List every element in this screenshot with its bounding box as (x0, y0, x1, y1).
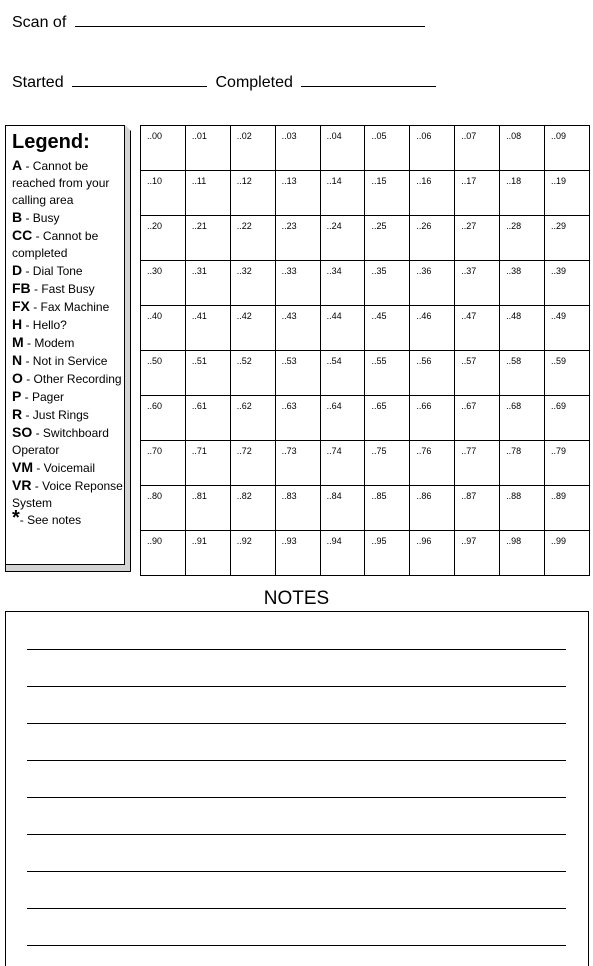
grid-cell-label: ..32 (236, 266, 252, 276)
grid-cell[interactable] (365, 531, 410, 576)
legend-item (12, 406, 124, 424)
grid-cell[interactable] (320, 306, 365, 351)
grid-cell[interactable] (545, 396, 590, 441)
legend-item (12, 424, 124, 459)
grid-cell[interactable] (230, 216, 275, 261)
legend-code: R (12, 406, 23, 422)
grid-cell[interactable] (230, 261, 275, 306)
note-line[interactable] (27, 834, 566, 835)
grid-cell-label: ..17 (461, 176, 477, 186)
legend-desc: - Voice Reponse System (12, 479, 123, 510)
grid-cell-label: ..95 (371, 536, 387, 546)
grid-cell-label: ..81 (191, 491, 207, 501)
grid-row (141, 261, 590, 306)
grid-cell-label: ..23 (281, 221, 297, 231)
grid-cell-label: ..89 (551, 491, 567, 501)
grid-cell-label: ..00 (147, 131, 163, 141)
grid-cell-label: ..12 (236, 176, 252, 186)
legend-code: VR (12, 477, 32, 493)
completed-field[interactable] (301, 72, 436, 87)
grid-cell[interactable] (500, 531, 545, 576)
legend-item (12, 352, 124, 370)
grid-cell-label: ..78 (506, 446, 522, 456)
grid-cell[interactable] (455, 441, 500, 486)
legend-desc: - Modem (23, 336, 75, 350)
grid-cell[interactable] (230, 351, 275, 396)
grid-cell-label: ..85 (371, 491, 387, 501)
grid-cell-label: ..34 (326, 266, 342, 276)
grid-cell[interactable] (500, 486, 545, 531)
grid-cell[interactable] (545, 531, 590, 576)
grid-cell-label: ..53 (281, 356, 297, 366)
grid-cell-label: ..24 (326, 221, 342, 231)
legend-code: FB (12, 280, 31, 296)
grid-cell-label: ..68 (506, 401, 522, 411)
grid-cell-label: ..72 (236, 446, 252, 456)
grid-row (141, 216, 590, 261)
legend-item (12, 334, 124, 352)
legend-shadow (5, 565, 131, 572)
grid-cell-label: ..13 (281, 176, 297, 186)
grid-cell[interactable] (455, 531, 500, 576)
grid-cell-label: ..03 (281, 131, 297, 141)
legend-code: O (12, 370, 23, 386)
legend-code: A (12, 157, 23, 173)
grid-cell[interactable] (230, 531, 275, 576)
grid-cell[interactable] (275, 306, 320, 351)
legend-desc: - Busy (22, 211, 60, 225)
grid-cell-label: ..83 (281, 491, 297, 501)
grid-cell[interactable] (185, 486, 230, 531)
grid-cell-label: ..99 (551, 536, 567, 546)
grid-cell-label: ..65 (371, 401, 387, 411)
grid-cell-label: ..55 (371, 356, 387, 366)
legend-desc: - Dial Tone (22, 264, 83, 278)
grid-cell[interactable] (185, 171, 230, 216)
grid-cell[interactable] (320, 441, 365, 486)
legend-code: CC (12, 227, 33, 243)
grid-cell[interactable] (365, 216, 410, 261)
grid-cell-label: ..67 (461, 401, 477, 411)
scan-of-row (12, 12, 425, 32)
grid-cell-label: ..60 (147, 401, 163, 411)
grid-cell-label: ..88 (506, 491, 522, 501)
grid-cell[interactable] (365, 171, 410, 216)
legend-desc: - Pager (21, 390, 65, 404)
grid-row (141, 306, 590, 351)
grid-cell-label: ..44 (326, 311, 342, 321)
grid-cell[interactable] (545, 441, 590, 486)
grid-cell[interactable] (365, 306, 410, 351)
grid-cell[interactable] (365, 396, 410, 441)
grid-cell[interactable] (500, 261, 545, 306)
grid-cell-label: ..66 (416, 401, 432, 411)
grid-cell-label: ..16 (416, 176, 432, 186)
grid-cell[interactable] (275, 396, 320, 441)
grid-cell[interactable] (275, 171, 320, 216)
grid-cell[interactable] (185, 441, 230, 486)
grid-cell-label: ..74 (326, 446, 342, 456)
grid-cell[interactable] (455, 306, 500, 351)
grid-cell-label: ..25 (371, 221, 387, 231)
grid-cell[interactable] (141, 531, 186, 576)
grid-cell-label: ..05 (371, 131, 387, 141)
grid-cell[interactable] (410, 531, 455, 576)
grid-row (141, 171, 590, 216)
grid-cell-label: ..28 (506, 221, 522, 231)
grid-cell-label: ..75 (371, 446, 387, 456)
grid-cell[interactable] (545, 486, 590, 531)
grid-cell-label: ..47 (461, 311, 477, 321)
grid-cell[interactable] (275, 531, 320, 576)
scan-of-label: Scan of (12, 14, 67, 31)
note-line[interactable] (27, 797, 566, 798)
legend-code: M (12, 334, 24, 350)
grid-cell-label: ..59 (551, 356, 567, 366)
legend-desc: - Cannot be completed (12, 229, 99, 260)
legend-item (12, 388, 124, 406)
legend-desc: - Other Recording (22, 372, 122, 386)
grid-cell-label: ..50 (147, 356, 163, 366)
grid-cell[interactable] (365, 441, 410, 486)
note-line[interactable] (27, 649, 566, 650)
grid-cell-label: ..71 (191, 446, 207, 456)
grid-cell-label: ..57 (461, 356, 477, 366)
grid-cell[interactable] (500, 171, 545, 216)
grid-cell[interactable] (230, 306, 275, 351)
grid-cell-label: ..41 (191, 311, 207, 321)
legend-code: SO (12, 424, 33, 440)
grid-cell-label: ..04 (326, 131, 342, 141)
grid-cell[interactable] (141, 396, 186, 441)
number-grid (140, 125, 590, 576)
grid-cell[interactable] (500, 441, 545, 486)
legend-desc: - Just Rings (22, 408, 89, 422)
grid-cell[interactable] (320, 171, 365, 216)
grid-row (141, 441, 590, 486)
grid-cell-label: ..21 (191, 221, 207, 231)
legend-item (12, 298, 124, 316)
grid-cell[interactable] (320, 351, 365, 396)
grid-cell-label: ..33 (281, 266, 297, 276)
legend-title: Legend: (12, 131, 90, 153)
grid-row (141, 486, 590, 531)
grid-cell[interactable] (410, 171, 455, 216)
grid-cell[interactable] (500, 351, 545, 396)
grid-cell-label: ..80 (147, 491, 163, 501)
grid-cell-label: ..39 (551, 266, 567, 276)
grid-cell[interactable] (410, 216, 455, 261)
grid-cell-label: ..43 (281, 311, 297, 321)
legend-code: N (12, 352, 23, 368)
grid-cell-label: ..61 (191, 401, 207, 411)
grid-cell[interactable] (185, 396, 230, 441)
grid-cell[interactable] (410, 351, 455, 396)
grid-row (141, 531, 590, 576)
legend-desc: - Not in Service (22, 354, 108, 368)
legend-code: VM (12, 459, 33, 475)
grid-cell[interactable] (230, 126, 275, 171)
grid-cell-label: ..36 (416, 266, 432, 276)
grid-cell[interactable] (545, 261, 590, 306)
grid-cell-label: ..22 (236, 221, 252, 231)
grid-cell[interactable] (185, 351, 230, 396)
grid-cell-label: ..84 (326, 491, 342, 501)
legend-item (12, 262, 124, 280)
note-line[interactable] (27, 871, 566, 872)
grid-cell-label: ..98 (506, 536, 522, 546)
grid-cell-label: ..91 (191, 536, 207, 546)
grid-cell-label: ..09 (551, 131, 567, 141)
grid-cell-label: ..31 (191, 266, 207, 276)
note-line[interactable] (27, 760, 566, 761)
grid-cell[interactable] (545, 351, 590, 396)
grid-cell-label: ..73 (281, 446, 297, 456)
grid-cell-label: ..76 (416, 446, 432, 456)
grid-cell[interactable] (275, 216, 320, 261)
grid-cell[interactable] (410, 486, 455, 531)
grid-cell[interactable] (500, 396, 545, 441)
grid-cell[interactable] (500, 216, 545, 261)
grid-cell[interactable] (545, 126, 590, 171)
legend-code: H (12, 316, 23, 332)
grid-cell-label: ..49 (551, 311, 567, 321)
grid-row (141, 351, 590, 396)
grid-cell[interactable] (141, 126, 186, 171)
legend-item (12, 507, 124, 529)
grid-cell[interactable] (545, 171, 590, 216)
legend-code: P (12, 388, 22, 404)
grid-cell-label: ..96 (416, 536, 432, 546)
grid-cell-label: ..77 (461, 446, 477, 456)
grid-cell[interactable] (410, 306, 455, 351)
legend-shadow-side (125, 125, 131, 572)
grid-cell-label: ..64 (326, 401, 342, 411)
grid-cell-label: ..01 (191, 131, 207, 141)
legend-code: FX (12, 298, 30, 314)
legend-desc: - Cannot be reached from your calling area (12, 159, 110, 207)
legend-desc: - Fast Busy (30, 282, 95, 296)
grid-cell[interactable] (320, 216, 365, 261)
legend-box (5, 125, 125, 565)
legend-item (12, 227, 124, 262)
legend-item (12, 477, 124, 512)
grid-cell[interactable] (320, 396, 365, 441)
grid-cell-label: ..27 (461, 221, 477, 231)
completed-label: Completed (215, 74, 293, 91)
grid-cell[interactable] (545, 306, 590, 351)
grid-cell[interactable] (455, 216, 500, 261)
notes-box[interactable] (5, 611, 589, 966)
legend-desc: - See notes (19, 513, 82, 527)
grid-cell-label: ..86 (416, 491, 432, 501)
grid-cell[interactable] (141, 351, 186, 396)
grid-cell[interactable] (275, 351, 320, 396)
grid-cell-label: ..29 (551, 221, 567, 231)
grid-cell-label: ..37 (461, 266, 477, 276)
grid-cell-label: ..42 (236, 311, 252, 321)
grid-cell-label: ..51 (191, 356, 207, 366)
legend-code: D (12, 262, 23, 278)
grid-cell[interactable] (141, 261, 186, 306)
grid-cell[interactable] (185, 216, 230, 261)
grid-row (141, 126, 590, 171)
grid-cell-label: ..08 (506, 131, 522, 141)
grid-cell-label: ..79 (551, 446, 567, 456)
legend-item (12, 459, 124, 477)
grid-cell[interactable] (141, 306, 186, 351)
note-line[interactable] (27, 686, 566, 687)
note-line[interactable] (27, 908, 566, 909)
grid-cell[interactable] (275, 261, 320, 306)
grid-cell-label: ..94 (326, 536, 342, 546)
grid-cell[interactable] (500, 126, 545, 171)
grid-cell[interactable] (365, 486, 410, 531)
grid-cell[interactable] (410, 441, 455, 486)
grid-cell-label: ..56 (416, 356, 432, 366)
grid-cell[interactable] (455, 486, 500, 531)
grid-cell[interactable] (230, 486, 275, 531)
grid-cell[interactable] (365, 261, 410, 306)
grid-cell-label: ..48 (506, 311, 522, 321)
note-line[interactable] (27, 723, 566, 724)
grid-cell[interactable] (230, 171, 275, 216)
legend-item (12, 316, 124, 334)
note-line[interactable] (27, 945, 566, 946)
legend-desc: - Hello? (22, 318, 67, 332)
grid-cell[interactable] (275, 441, 320, 486)
grid-cell[interactable] (185, 531, 230, 576)
started-label: Started (12, 74, 64, 91)
grid-cell-label: ..38 (506, 266, 522, 276)
grid-cell[interactable] (320, 531, 365, 576)
grid-cell[interactable] (455, 351, 500, 396)
grid-cell[interactable] (230, 441, 275, 486)
legend-item (12, 370, 124, 388)
grid-cell[interactable] (410, 126, 455, 171)
scan-of-field[interactable] (75, 12, 425, 27)
grid-cell[interactable] (365, 351, 410, 396)
grid-cell-label: ..10 (147, 176, 163, 186)
time-row (12, 72, 436, 92)
grid-cell[interactable] (275, 486, 320, 531)
grid-cell[interactable] (230, 396, 275, 441)
legend-item (12, 209, 124, 227)
grid-cell-label: ..35 (371, 266, 387, 276)
grid-cell-label: ..97 (461, 536, 477, 546)
grid-cell[interactable] (455, 171, 500, 216)
grid-cell-label: ..15 (371, 176, 387, 186)
grid-cell-label: ..14 (326, 176, 342, 186)
notes-title: NOTES (263, 588, 330, 609)
grid-cell[interactable] (141, 486, 186, 531)
grid-cell[interactable] (365, 126, 410, 171)
legend-desc: - Fax Machine (29, 300, 110, 314)
grid-cell-label: ..40 (147, 311, 163, 321)
grid-cell-label: ..19 (551, 176, 567, 186)
grid-cell[interactable] (185, 261, 230, 306)
grid-cell-label: ..07 (461, 131, 477, 141)
grid-cell[interactable] (320, 261, 365, 306)
legend-item (12, 157, 124, 209)
grid-cell-label: ..58 (506, 356, 522, 366)
grid-cell-label: ..06 (416, 131, 432, 141)
grid-cell[interactable] (275, 126, 320, 171)
grid-cell-label: ..02 (236, 131, 252, 141)
grid-cell[interactable] (320, 486, 365, 531)
legend-desc: - Voicemail (33, 461, 96, 475)
grid-row (141, 396, 590, 441)
legend-code: B (12, 209, 23, 225)
grid-cell-label: ..92 (236, 536, 252, 546)
grid-cell-label: ..54 (326, 356, 342, 366)
grid-cell[interactable] (410, 261, 455, 306)
grid-cell[interactable] (141, 171, 186, 216)
grid-cell-label: ..20 (147, 221, 163, 231)
grid-cell-label: ..82 (236, 491, 252, 501)
grid-cell-label: ..62 (236, 401, 252, 411)
grid-cell-label: ..93 (281, 536, 297, 546)
grid-cell[interactable] (320, 126, 365, 171)
grid-cell-label: ..46 (416, 311, 432, 321)
grid-cell[interactable] (545, 216, 590, 261)
grid-cell[interactable] (185, 126, 230, 171)
started-field[interactable] (72, 72, 207, 87)
grid-cell-label: ..11 (191, 176, 207, 186)
grid-cell[interactable] (455, 126, 500, 171)
grid-cell[interactable] (455, 261, 500, 306)
grid-cell-label: ..45 (371, 311, 387, 321)
grid-cell-label: ..52 (236, 356, 252, 366)
grid-cell-label: ..69 (551, 401, 567, 411)
grid-cell[interactable] (141, 216, 186, 261)
grid-cell-label: ..63 (281, 401, 297, 411)
grid-cell[interactable] (455, 396, 500, 441)
grid-cell[interactable] (500, 306, 545, 351)
grid-cell-label: ..26 (416, 221, 432, 231)
grid-cell-label: ..90 (147, 536, 163, 546)
grid-cell-label: ..70 (147, 446, 163, 456)
grid-cell-label: ..30 (147, 266, 163, 276)
grid-cell-label: ..87 (461, 491, 477, 501)
grid-cell[interactable] (410, 396, 455, 441)
legend-code: * (12, 507, 20, 529)
grid-cell[interactable] (185, 306, 230, 351)
grid-cell[interactable] (141, 441, 186, 486)
grid-cell-label: ..18 (506, 176, 522, 186)
legend-list (12, 157, 124, 529)
legend-item (12, 280, 124, 298)
legend-desc: - Switchboard Operator (12, 426, 109, 457)
